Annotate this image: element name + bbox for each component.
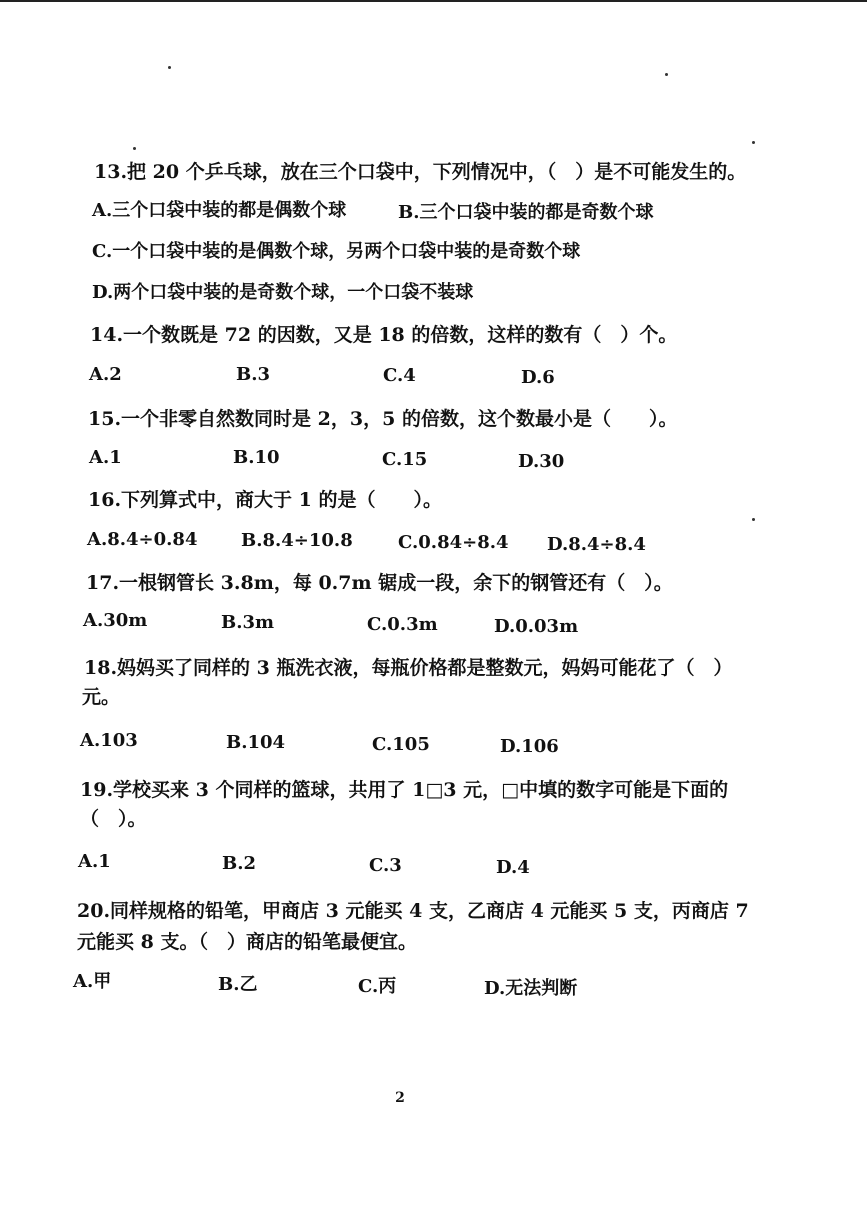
question-stem: 14.一个数既是 72 的因数，又是 18 的倍数，这样的数有（ ）个。: [90, 324, 678, 346]
option-b: B.104: [226, 732, 286, 753]
option-c: C.0.84÷8.4: [398, 532, 509, 553]
option-c: C.丙: [358, 976, 397, 997]
scan-top-edge: [0, 0, 867, 2]
option-a: A.甲: [73, 971, 112, 992]
option-c: C.105: [372, 734, 430, 755]
question-stem: 13.把 20 个乒乓球，放在三个口袋中，下列情况中，（ ）是不可能发生的。: [94, 161, 747, 183]
option-d: D.0.03m: [494, 616, 579, 637]
question-stem-continued: （ ）。: [80, 808, 147, 830]
option-a: A.2: [89, 364, 122, 385]
option-b: B.3m: [221, 612, 275, 633]
option-d: D.8.4÷8.4: [547, 534, 646, 555]
option-b: B.2: [222, 853, 257, 874]
question-stem: 19.学校买来 3 个同样的篮球，共用了 1□3 元，□中填的数字可能是下面的: [80, 779, 729, 801]
option-d: D.4: [496, 857, 530, 878]
question-stem-continued: 元能买 8 支。（ ）商店的铅笔最便宜。: [77, 931, 417, 953]
option-a: A.8.4÷0.84: [87, 529, 198, 550]
option-b: B.乙: [218, 974, 258, 995]
scan-speck: [752, 518, 755, 521]
question-stem: 20.同样规格的铅笔，甲商店 3 元能买 4 支，乙商店 4 元能买 5 支，丙商店 7: [77, 900, 749, 922]
option-b: B.10: [233, 447, 280, 468]
option-a: A.三个口袋中装的都是偶数个球: [92, 200, 347, 221]
scan-speck: [665, 73, 668, 76]
option-c: C.3: [369, 855, 402, 876]
question-stem: 18.妈妈买了同样的 3 瓶洗衣液，每瓶价格都是整数元，妈妈可能花了（ ）: [84, 657, 733, 679]
option-a: A.1: [89, 447, 122, 468]
option-c: C.一个口袋中装的是偶数个球，另两个口袋中装的是奇数个球: [92, 241, 581, 262]
option-b: B.三个口袋中装的都是奇数个球: [398, 202, 654, 223]
option-d: D.两个口袋中装的是奇数个球，一个口袋不装球: [92, 282, 474, 303]
option-d: D.6: [521, 367, 555, 388]
option-d: D.无法判断: [484, 978, 578, 999]
option-b: B.3: [236, 364, 271, 385]
scan-speck: [168, 66, 171, 69]
option-d: D.106: [500, 736, 559, 757]
question-stem: 15.一个非零自然数同时是 2，3，5 的倍数，这个数最小是（ ）。: [88, 408, 678, 430]
option-a: A.103: [80, 730, 138, 751]
option-a: A.30m: [83, 610, 148, 631]
question-stem: 17.一根钢管长 3.8m，每 0.7m 锯成一段，余下的钢管还有（ ）。: [86, 572, 673, 594]
option-c: C.4: [383, 365, 416, 386]
scan-speck: [133, 147, 136, 150]
option-a: A.1: [78, 851, 111, 872]
question-stem: 16.下列算式中，商大于 1 的是（ ）。: [88, 489, 443, 511]
page-number: 2: [395, 1090, 405, 1106]
option-c: C.0.3m: [367, 614, 438, 635]
option-b: B.8.4÷10.8: [241, 530, 353, 551]
scan-speck: [752, 141, 755, 144]
option-d: D.30: [518, 451, 565, 472]
option-c: C.15: [382, 449, 428, 470]
question-stem-continued: 元。: [82, 686, 121, 708]
